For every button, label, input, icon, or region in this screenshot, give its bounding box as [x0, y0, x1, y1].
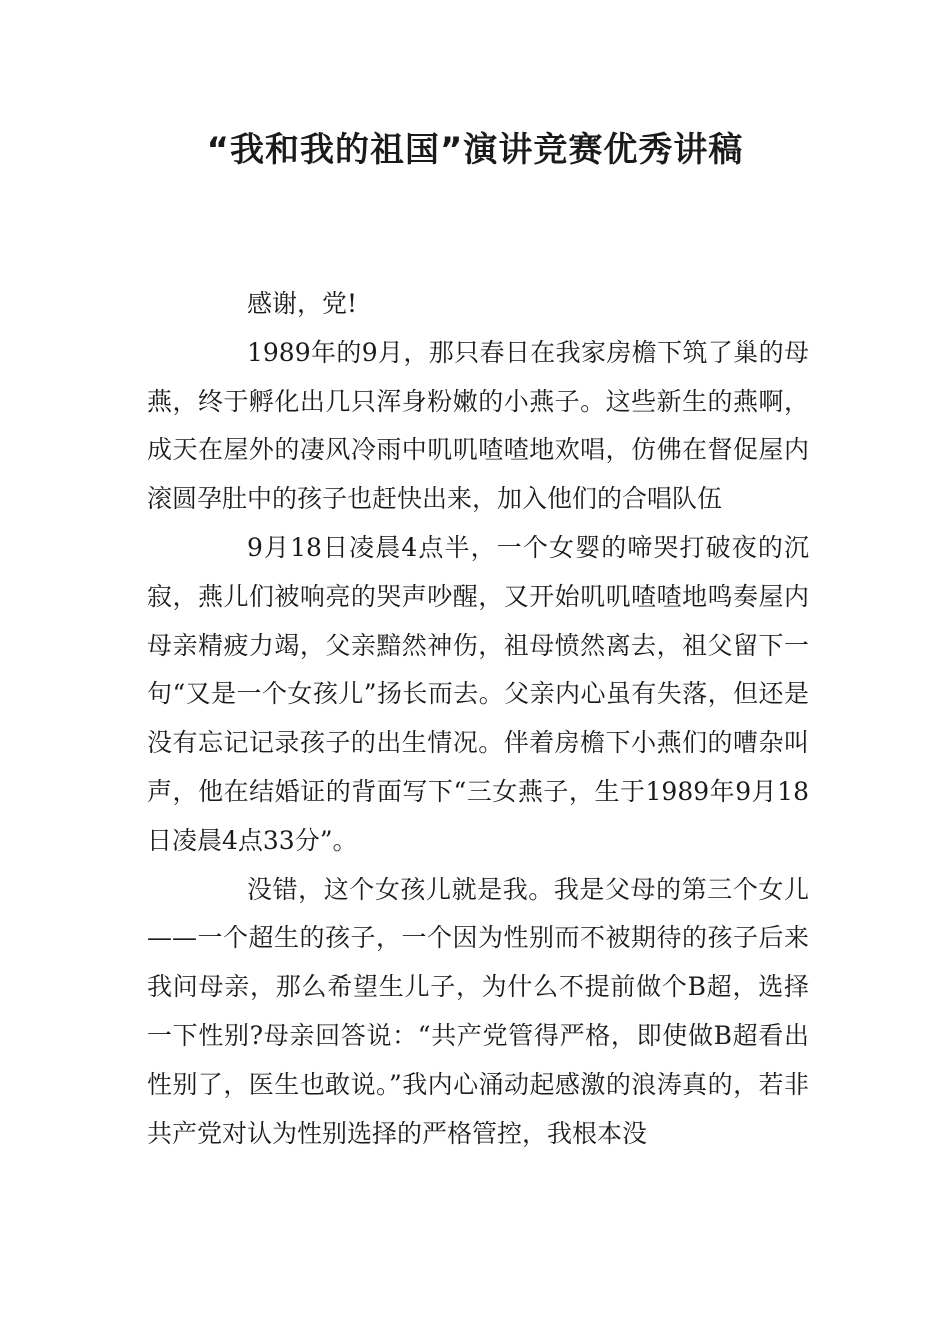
paragraph-swallows: 1989年的9月，那只春日在我家房檐下筑了巢的母燕，终于孵化出几只浑身粉嫩的小燕子。这些新生的燕啊，成天在屋外的凄风冷雨中叽叽喳喳地欢唱，仿佛在督促屋内滚圆孕肚中的孩子也赶快出来，加入他们的合唱队伍 [147, 337, 809, 514]
paragraph-birth: 9月18日凌晨4点半，一个女婴的啼哭打破夜的沉寂，燕儿们被响亮的哭声吵醒，又开始叽叽喳喳地鸣奏屋内母亲精疲力竭，父亲黯然神伤，祖母愤然离去，祖父留下一句“又是一个女孩儿”扬长而去。父亲内心虽有失落，但还是没有忘记记录孩子的出生情况。伴着房檐下小燕们的嘈杂叫声，他在结婚证的背面写下“三女燕子，生于1989年9月18日凌晨4点33分”。 [147, 532, 809, 855]
paragraph-greeting: 感谢，党! [247, 289, 358, 318]
document-body [147, 280, 809, 1158]
paragraph-reflection: 没错，这个女孩儿就是我。我是父母的第三个女儿——一个超生的孩子，一个因为性别而不被期待的孩子后来我问母亲，那么希望生儿子，为什么不提前做个B超，选择一下性别?母亲回答说：“共产党管得严格，即使做B超看出性别了，医生也敢说。”我内心涌动起感激的浪涛真的，若非共产党对认为性别选择的严格管控，我根本没 [147, 874, 809, 1148]
document-title: “我和我的祖国”演讲竞赛优秀讲稿 [206, 130, 744, 170]
